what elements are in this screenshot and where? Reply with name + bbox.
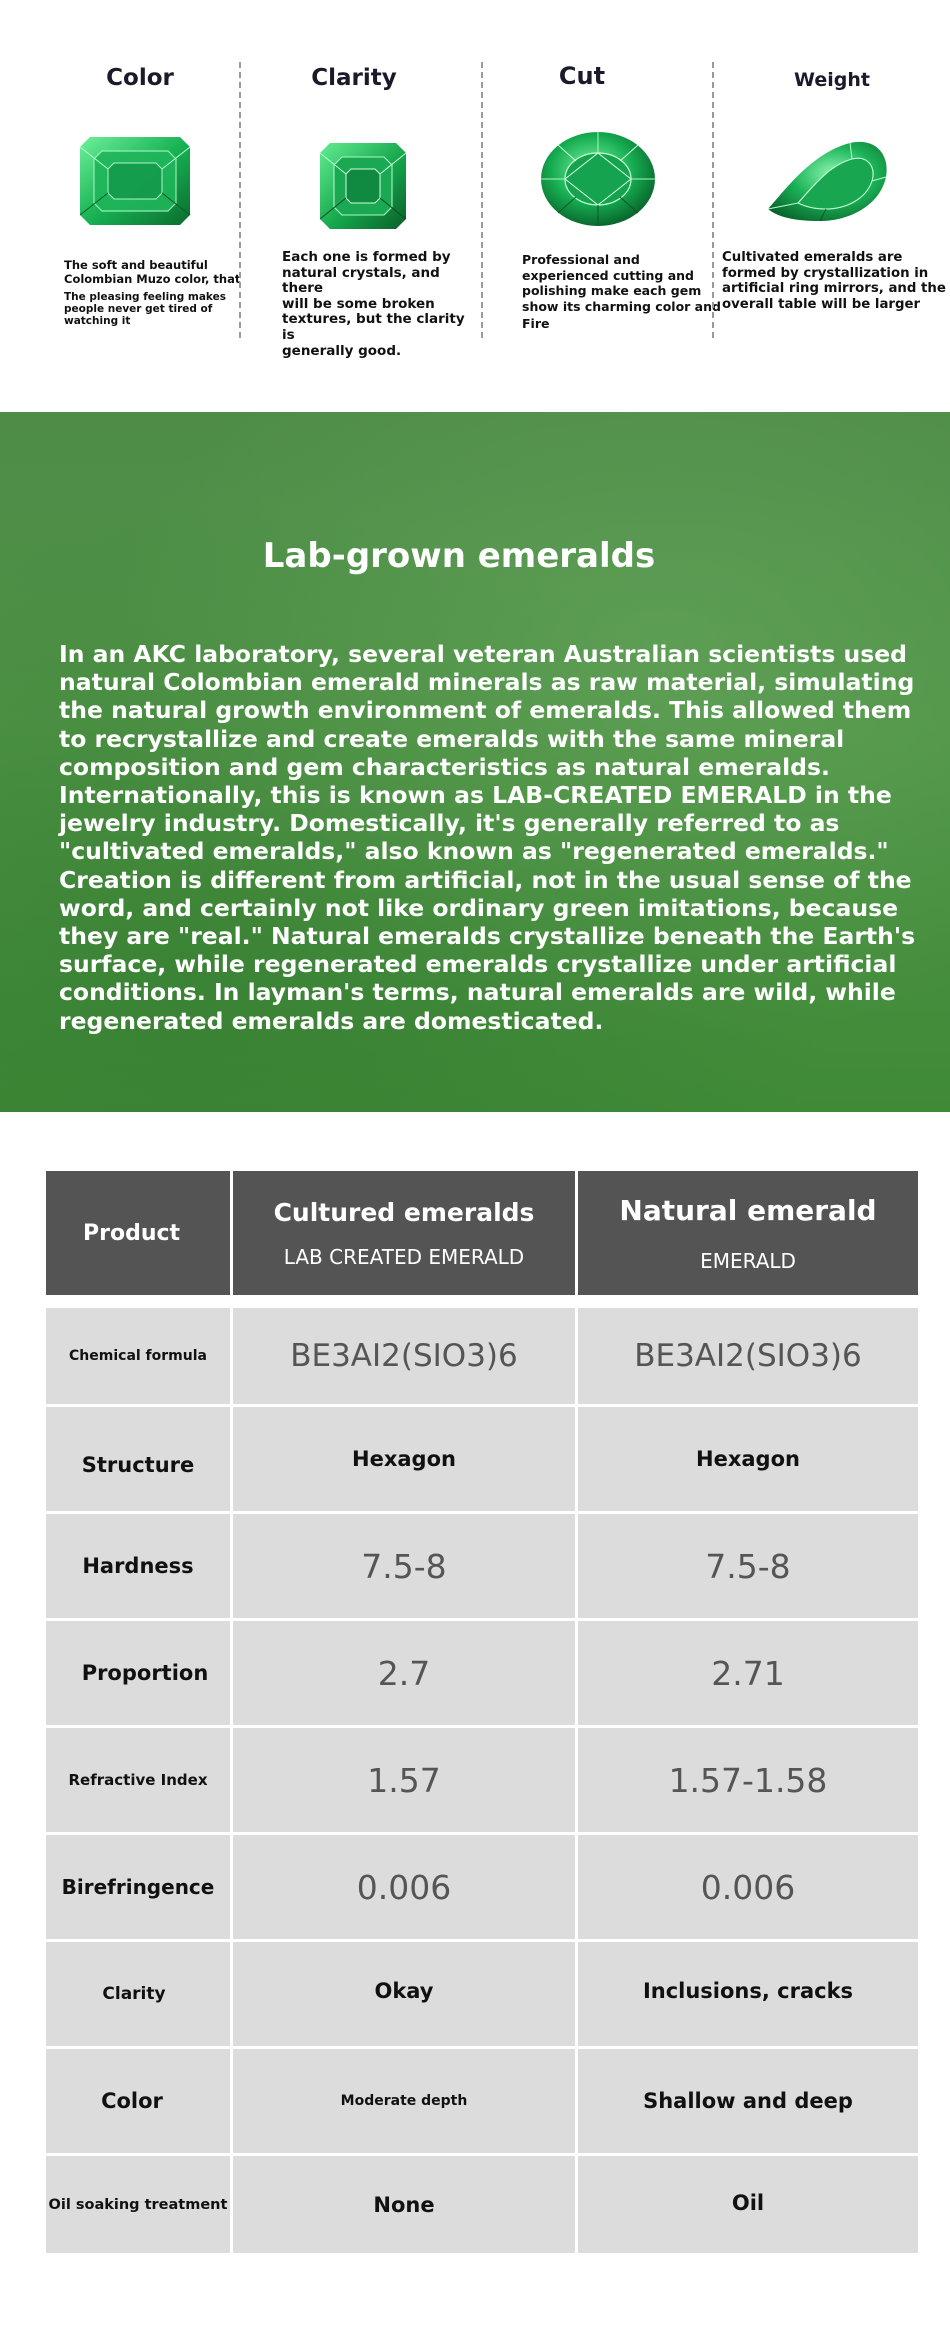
cultured-value: 1.57 [367,1760,441,1800]
row-label: Chemical formula [69,1348,207,1364]
row-label: Proportion [81,1661,209,1685]
color-line: The soft and beautiful [64,258,208,272]
cut-description [522,252,722,332]
cultured-value: Hexagon [352,1447,456,1471]
cultured-value: 7.5-8 [361,1546,447,1586]
header-natural-subtitle: EMERALD [700,1248,796,1273]
color-line: The pleasing feeling makes [64,291,226,303]
natural-value: Inclusions, cracks [642,1979,854,2003]
row-label-cell [46,1835,230,1939]
cultured-value-cell [233,1728,575,1832]
natural-value-cell [578,1621,918,1725]
row-label: Structure [81,1453,195,1477]
table-row [46,2156,918,2253]
header-product-cell [46,1171,230,1295]
natural-value-cell [578,1308,918,1404]
cut-line: Fire [522,316,550,331]
cultured-value-cell [233,1621,575,1725]
row-label-cell [46,2049,230,2153]
natural-value: 1.57-1.58 [668,1760,828,1800]
weight-line: formed by crystallization in [722,265,929,281]
table-row [46,1942,918,2046]
table-row [46,1728,918,1832]
row-label-cell [46,1407,230,1511]
row-label: Hardness [82,1554,194,1578]
natural-value-cell [578,2049,918,2153]
cut-line: Professional and [522,252,640,267]
natural-value: 7.5-8 [705,1546,791,1586]
weight-line: artificial ring mirrors, and the [722,281,946,297]
row-label-cell [46,1942,230,2046]
weight-column [722,55,946,340]
table-row [46,2049,918,2153]
cultured-value-cell [233,2156,575,2253]
natural-value-cell [578,2156,918,2253]
clarity-line: will be some broken [282,295,435,312]
natural-value: Oil [731,2190,765,2215]
column-divider [712,62,714,338]
row-label: Refractive Index [68,1771,208,1789]
cut-line: polishing make each gem [522,283,702,298]
square-cut-gem-icon [318,141,408,231]
emerald-cut-gem-icon [76,133,194,229]
color-title: Color [106,65,174,91]
clarity-line: textures, but the clarity is [282,311,465,343]
cut-column [500,55,721,340]
cultured-value-cell [233,1407,575,1511]
row-label-cell [46,1514,230,1618]
natural-value-cell [578,1942,918,2046]
lab-grown-intro-band [0,412,950,1112]
row-label-cell [46,1621,230,1725]
clarity-title: Clarity [311,65,397,91]
row-label-cell [46,1728,230,1832]
natural-value: Shallow and deep [643,2089,853,2113]
band-paragraph: In an AKC laboratory, several veteran Australian scientists used natural Colombian emerald minerals as raw material, simulating the natural growth environment of emeralds. This allowed them to recrystallize and create emeralds with the same mineral composition and gem characteristics as natural emeralds. Internationally, this is known as LAB-CREATED EMERALD in the jewelry industry. Domestically, it's generally referred to as "cultivated emeralds," also known as "regenerated emeralds." Creation is different from artificial, not in the usual sense of the word, and certainly not like ordinary green imitations, because they are "real." Natural emeralds crystallize beneath the Earth's surface, while regenerated emeralds crystallize under artificial conditions. In layman's terms, natural emeralds are wild, while regenerated emeralds are domesticated. [59,640,916,1035]
clarity-line: Each one is formed by [282,249,451,265]
header-natural-cell [578,1171,918,1295]
cultured-value-cell [233,2049,575,2153]
natural-value: 2.71 [711,1653,785,1693]
natural-value-cell [578,1514,918,1618]
table-row [46,1835,918,1939]
column-divider [239,62,241,338]
row-label: Clarity [102,1984,166,2004]
cultured-value-cell [233,1514,575,1618]
table-row [46,1407,918,1511]
header-natural-title: Natural emerald [619,1193,877,1227]
weight-title: Weight [794,69,870,91]
color-line: watching it [64,315,131,327]
color-description [64,258,244,327]
clarity-line: generally good. [282,342,402,359]
weight-line: overall table will be larger [722,296,921,312]
table-header-row [46,1171,918,1295]
four-cs-section [0,0,950,412]
color-line: people never get tired of [64,303,213,315]
cultured-value-cell [233,1942,575,2046]
cultured-value: None [373,2192,435,2217]
color-column [40,55,240,340]
natural-value-cell [578,1835,918,1939]
cut-line: show its charming color and [522,298,721,314]
natural-value-cell [578,1728,918,1832]
cultured-value: BE3AI2(SIO3)6 [290,1338,518,1374]
cultured-value-cell [233,1835,575,1939]
pear-cut-gem-icon [764,137,892,227]
weight-description [722,250,947,312]
cultured-value-cell [233,1308,575,1404]
row-label-cell [46,1308,230,1404]
cultured-value: Okay [374,1979,434,2003]
clarity-description [282,250,482,359]
header-cultured-title: Cultured emeralds [273,1197,535,1227]
table-row [46,1621,918,1725]
natural-value-cell [578,1407,918,1511]
oval-cut-gem-icon [538,129,658,229]
row-label: Oil soaking treatment [48,2196,228,2213]
weight-line: Cultivated emeralds are [722,250,903,265]
cultured-value: 2.7 [377,1653,431,1693]
row-label: Color [101,2089,163,2113]
cultured-value: 0.006 [356,1867,452,1907]
row-label: Birefringence [61,1875,215,1899]
color-line: Colombian Muzo color, that [64,272,241,286]
clarity-line: natural crystals, and there [282,264,440,297]
natural-value: BE3AI2(SIO3)6 [634,1338,862,1374]
column-divider [481,62,483,338]
natural-value: 0.006 [700,1867,796,1907]
cultured-value: Moderate depth [340,2093,468,2109]
table-row [46,1308,918,1404]
band-title: Lab-grown emeralds [262,536,656,576]
header-cultured-cell [233,1171,575,1295]
table-row [46,1514,918,1618]
header-product: Product [83,1220,181,1246]
clarity-column [268,55,468,359]
cut-title: Cut [558,62,606,90]
header-cultured-subtitle: LAB CREATED EMERALD [283,1244,525,1269]
natural-value: Hexagon [696,1447,800,1471]
cut-line: experienced cutting and [522,267,695,283]
row-label-cell [46,2156,230,2253]
